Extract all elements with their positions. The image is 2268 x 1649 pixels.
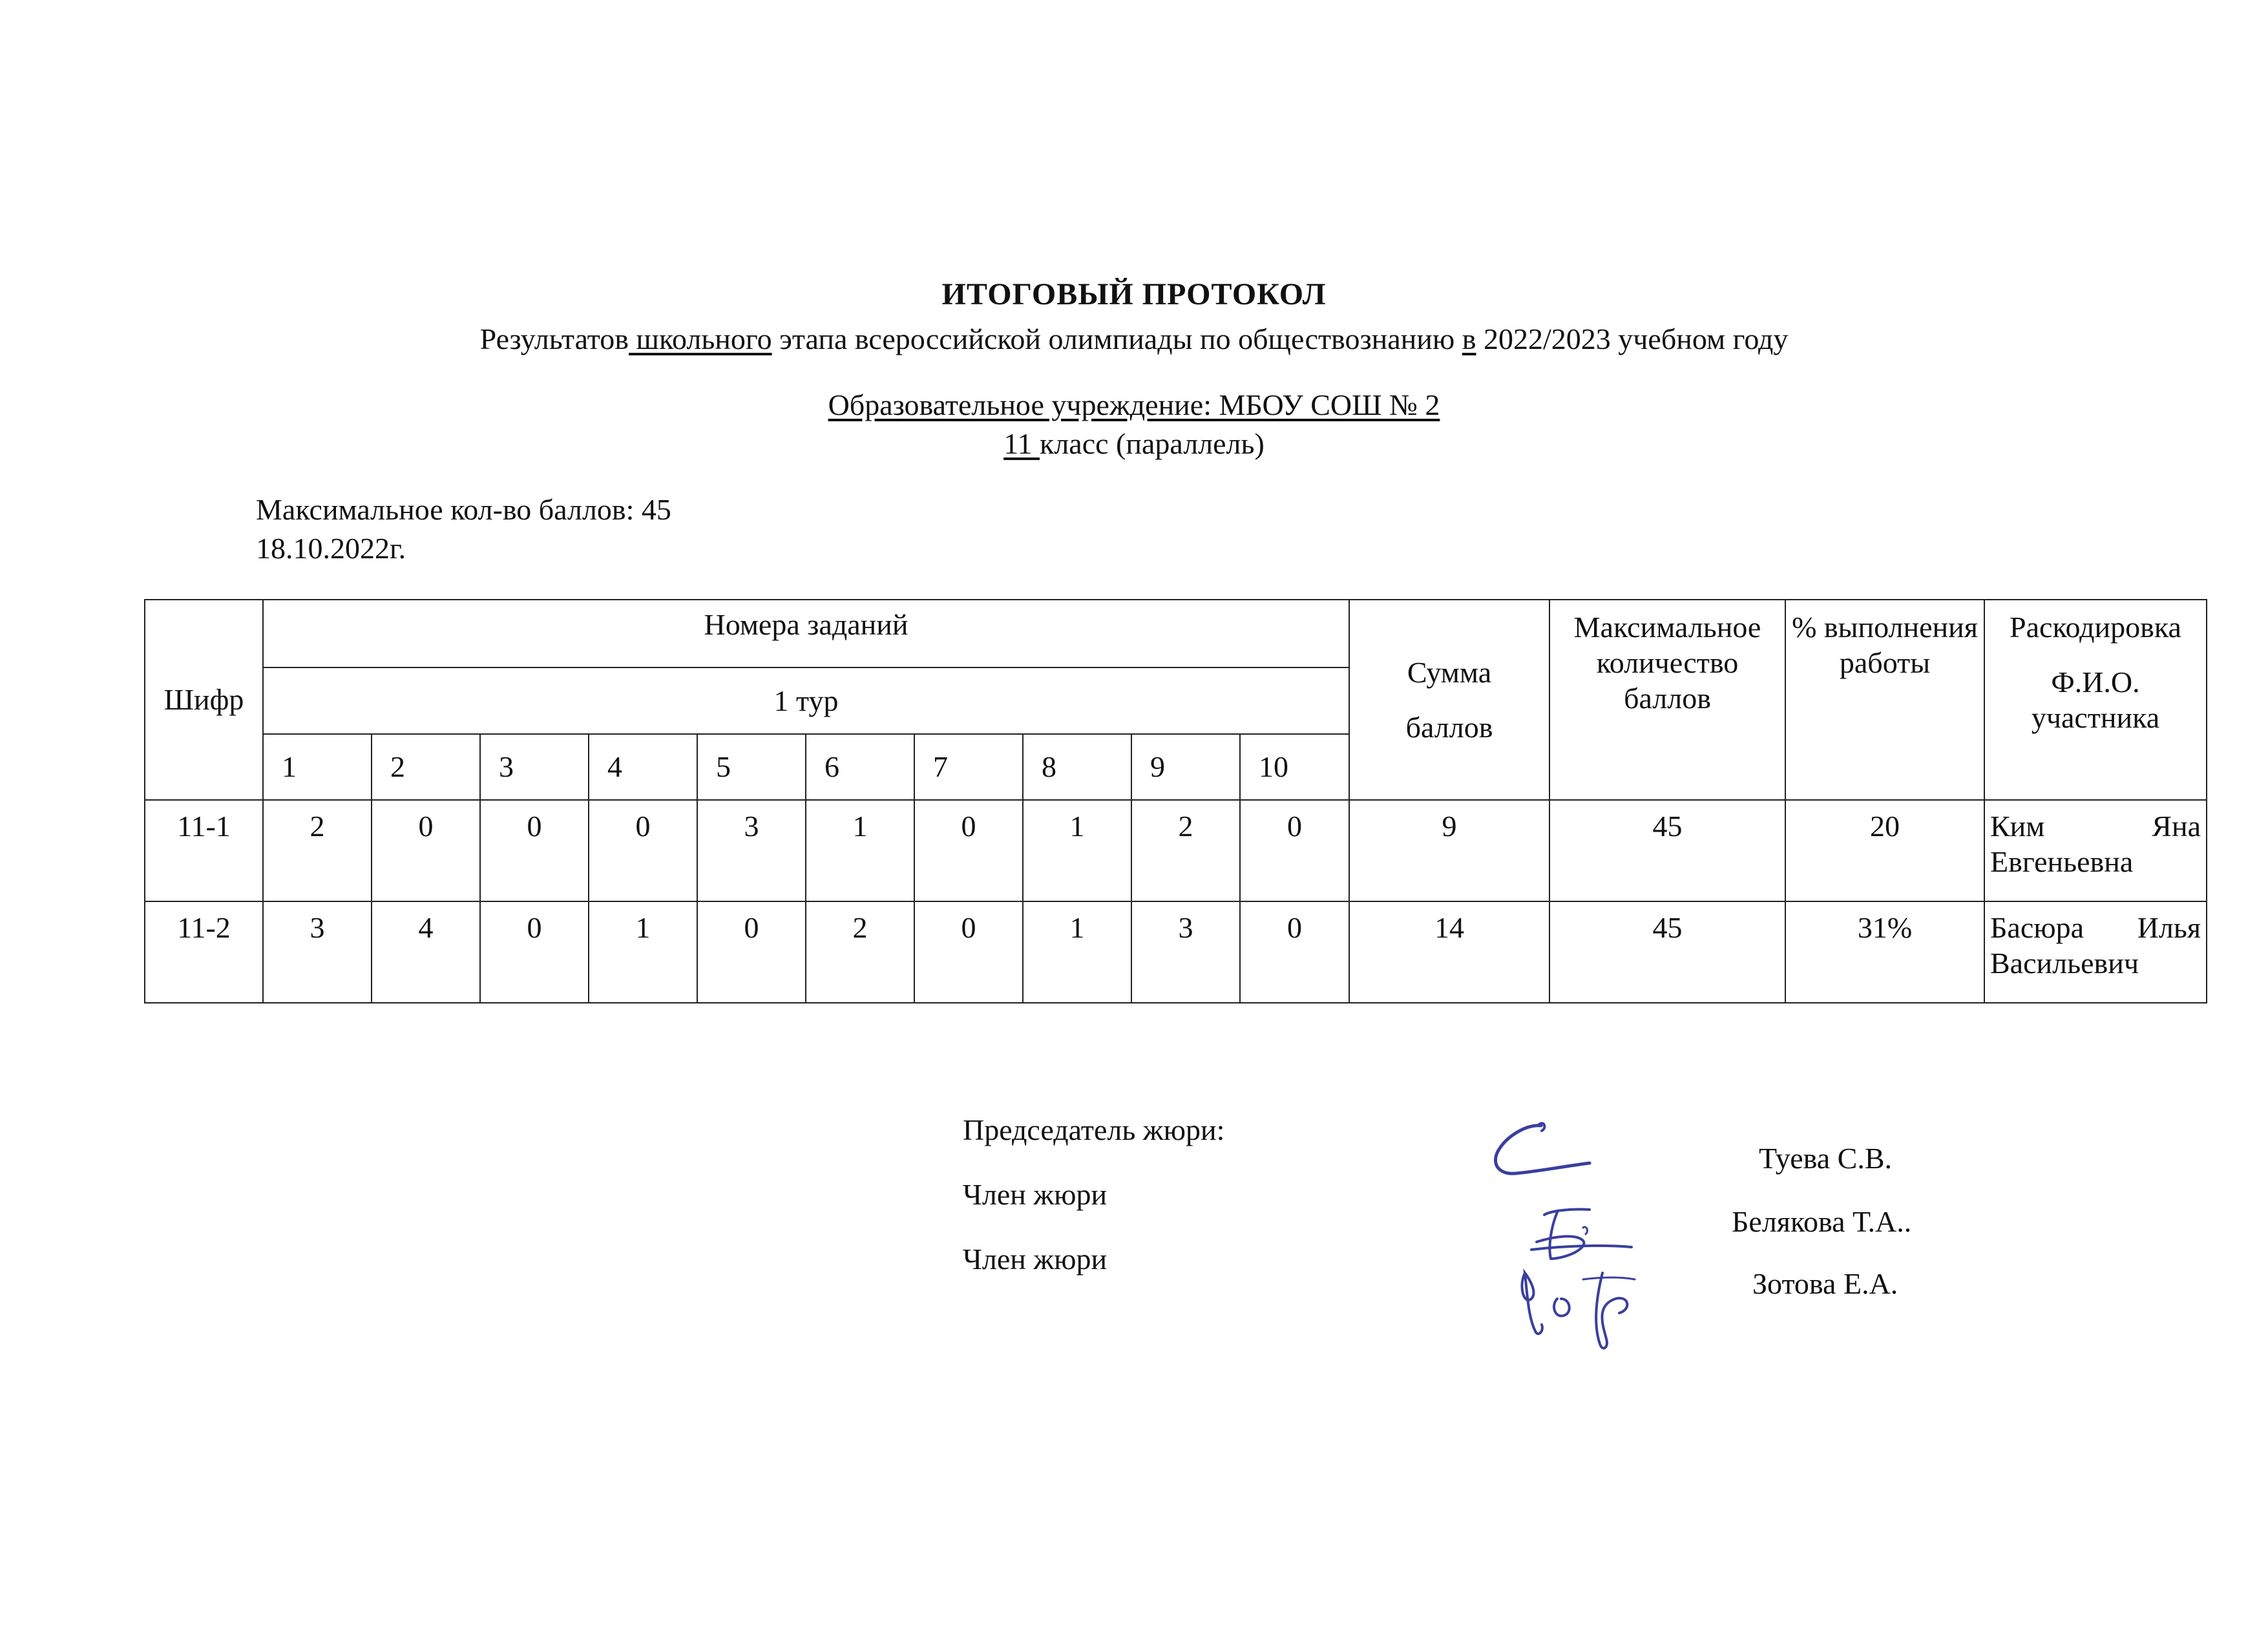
row-score: 1 (806, 800, 914, 901)
task-number: 3 (480, 734, 589, 800)
table-header-row (145, 600, 2207, 667)
row-fio-surname: Басюра (1990, 911, 2084, 944)
task-number: 6 (806, 734, 914, 800)
max-points-line: Максимальное кол-во баллов: 45 (256, 493, 671, 526)
header-sum-line1: Сумма (1407, 655, 1492, 689)
institution-line: Образовательное учреждение: МБОУ СОШ № 2 (828, 388, 1440, 421)
subtitle-part: Результатов (479, 322, 629, 355)
header-max: Максимальное количество баллов (1549, 600, 1785, 800)
row-percent: 20 (1785, 800, 1984, 901)
chair-label: Председатель жюри: (963, 1113, 1225, 1146)
date-line: 18.10.2022г. (256, 532, 406, 565)
member1-label: Член жюри (963, 1178, 1108, 1211)
row-score: 0 (1240, 800, 1349, 901)
member1-name: Белякова Т.А.. (1732, 1205, 1912, 1238)
row-score: 0 (480, 800, 589, 901)
row-score: 0 (589, 800, 697, 901)
header-sum (1349, 600, 1549, 800)
task-number: 8 (1023, 734, 1131, 800)
class-number: 11 (1003, 427, 1040, 460)
task-number: 2 (372, 734, 480, 800)
row-score: 0 (914, 800, 1023, 901)
row-fio-patronymic: Васильевич (1990, 947, 2139, 980)
header-round: 1 тур (263, 667, 1349, 734)
task-number: 10 (1240, 734, 1349, 800)
document-title: ИТОГОВЫЙ ПРОТОКОЛ (941, 277, 1327, 311)
document-subtitle (0, 322, 2268, 356)
row-percent: 31% (1785, 901, 1984, 1003)
row-fio-patronymic: Евгеньевна (1990, 845, 2134, 879)
row-score: 1 (1023, 800, 1131, 901)
task-number: 1 (263, 734, 372, 800)
row-sum: 14 (1349, 901, 1549, 1003)
row-score: 1 (1023, 901, 1131, 1003)
row-sum: 9 (1349, 800, 1549, 901)
header-cipher: Шифр (145, 600, 263, 800)
task-number: 5 (697, 734, 806, 800)
task-number: 9 (1131, 734, 1240, 800)
subtitle-part: этапа всероссийской олимпиады по обществознанию (772, 322, 1462, 355)
row-max: 45 (1549, 800, 1785, 901)
table-row (145, 901, 2207, 1003)
row-fio-name: Илья (2137, 911, 2201, 944)
row-score: 1 (589, 901, 697, 1003)
row-score: 3 (1131, 901, 1240, 1003)
member-signatures-icon (1506, 1202, 1654, 1357)
member2-name: Зотова Е.А. (1752, 1267, 1898, 1300)
member2-label: Член жюри (963, 1243, 1108, 1276)
row-fio (1984, 901, 2207, 1003)
chair-name: Туева С.В. (1759, 1142, 1893, 1175)
results-table (144, 599, 2207, 1003)
subtitle-stage: школьного (629, 322, 772, 355)
chair-signature-icon (1480, 1111, 1596, 1202)
subtitle-year: 2022/2023 учебном году (1476, 322, 1789, 355)
row-fio (1984, 800, 2207, 901)
header-tasks: Номера заданий (263, 600, 1349, 667)
row-score: 4 (372, 901, 480, 1003)
row-max: 45 (1549, 901, 1785, 1003)
row-score: 3 (697, 800, 806, 901)
header-decode-line1: Раскодировка (2010, 611, 2181, 644)
row-score: 3 (263, 901, 372, 1003)
task-number: 7 (914, 734, 1023, 800)
header-decode-line2: Ф.И.О. участника (2031, 666, 2160, 735)
header-sum-line2: баллов (1405, 711, 1493, 744)
class-label: класс (параллель) (1039, 427, 1265, 460)
class-line (0, 426, 2268, 461)
row-score: 0 (480, 901, 589, 1003)
row-score: 2 (1131, 800, 1240, 901)
task-number: 4 (589, 734, 697, 800)
row-score: 0 (372, 800, 480, 901)
header-decode (1984, 600, 2207, 800)
row-score: 2 (263, 800, 372, 901)
row-fio-surname: Ким (1990, 810, 2045, 843)
row-fio-name: Яна (2152, 810, 2201, 843)
row-score: 2 (806, 901, 914, 1003)
row-score: 0 (1240, 901, 1349, 1003)
row-cipher: 11-2 (145, 901, 263, 1003)
table-row (145, 800, 2207, 901)
row-cipher: 11-1 (145, 800, 263, 901)
subtitle-preposition: в (1462, 322, 1476, 355)
row-score: 0 (697, 901, 806, 1003)
header-percent: % выполнения работы (1785, 600, 1984, 800)
row-score: 0 (914, 901, 1023, 1003)
